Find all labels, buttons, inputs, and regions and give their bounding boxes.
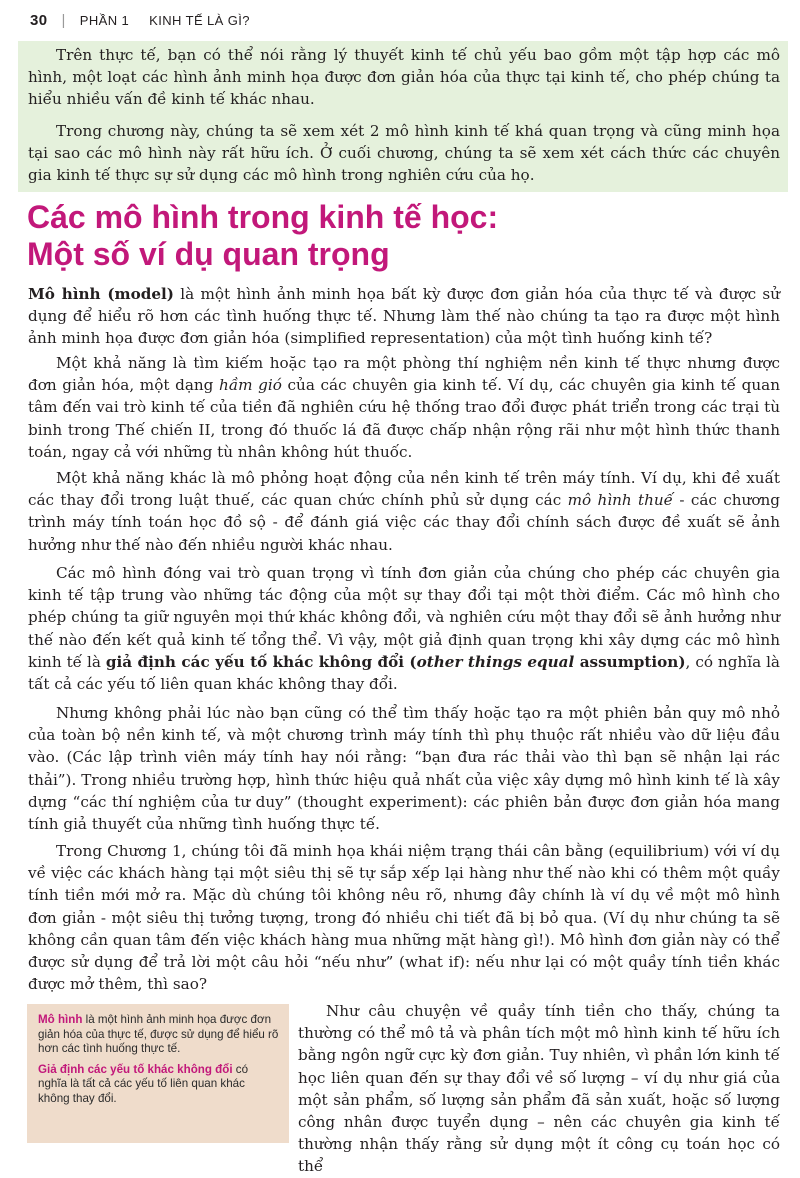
definition-text-model: là một hình ảnh minh họa được đơn giản hóa của thực tế, được sử dụng để hiểu rõ hơn các tình huống thực tế. — [38, 1013, 279, 1056]
header-separator: | — [61, 11, 66, 29]
margin-definitions-box — [27, 1004, 289, 1143]
section-heading-line-1: Các mô hình trong kinh tế học: — [27, 199, 499, 235]
paragraph-4-text-b: , có nghĩa là tất cả các yếu tố liên quan khác không thay đổi. — [28, 652, 780, 694]
definition-term-other-things-equal: Giả định các yếu tố khác không đổi — [38, 1062, 233, 1076]
intro-paragraph-1: Trên thực tế, bạn có thể nói rằng lý thuyết kinh tế chủ yếu bao gồm một tập hợp các mô hình, một loạt các hình ảnh minh họa được đơn giản hóa của thực tại kinh tế, cho phép chúng ta hiểu nhiều vấn đề kinh tế khác nhau. — [28, 46, 780, 109]
paragraph-wind-tunnel — [28, 352, 780, 463]
term-model: Mô hình (model) — [28, 285, 174, 303]
paragraph-computer-simulation — [28, 467, 780, 556]
part-title: KINH TẾ LÀ GÌ? — [149, 12, 250, 28]
paragraph-model-definition — [28, 283, 780, 350]
definition-text-other-things-equal: có nghĩa là tất cả các yếu tố liên quan khác không thay đổi. — [38, 1062, 249, 1105]
term-ote-part-2: assumption) — [574, 652, 686, 671]
italic-tax-models: mô hình thuế — [567, 491, 674, 510]
definition-other-things-equal — [38, 1063, 279, 1107]
term-ote-part-1: giả định các yếu tố khác không đổi ( — [105, 652, 417, 671]
section-heading-line-2: Một số ví dụ quan trọng — [27, 236, 390, 272]
definition-model — [38, 1013, 279, 1057]
paragraph-supermarket-example: Trong Chương 1, chúng tôi đã minh họa khái niệm trạng thái cân bằng (equilibrium) với ví dụ về việc các khách hàng tại một siêu thị sẽ tự sắp xếp lại hàng như thế nào khi có thêm một quầy tính tiền mới mở ra. Mặc dù chúng tôi không nêu rõ, nhưng đây chính là ví dụ về một mô hình đơn giản - một siêu thị tưởng tượng, trong đó nhiều chi tiết đã bị bỏ qua. (Ví dụ như chúng ta sẽ không cần quan tâm đến việc khách hàng mua những mặt hàng gì!). Mô hình đơn giản này có thể được sử dụng để trả lời một câu hỏi “nếu như” (what if): nếu như lại có một quầy tính tiền khác được mở thêm, thì sao? — [28, 842, 780, 994]
paragraph-1-text: là một hình ảnh minh họa bất kỳ được đơn giản hóa của thực tế và được sử dụng để hiểu rõ hơn các tình huống thực tế. Nhưng làm thế nào chúng ta tạo ra được một hình ảnh minh họa được đơn giản hóa (simplified representation) của một tình huống kinh tế? — [28, 285, 780, 348]
paragraph-2-text-b: của các chuyên gia kinh tế. Ví dụ, các chuyên gia kinh tế quan tâm đến vai trò kinh tế của tiền đã nghiên cứu hệ thống trao đổi được phát triển trong các trại tù binh trong Thế chiến II, trong đó thuốc lá đã được chấp nhận rộng rãi như một hình thức thanh toán, ngay cả với những tù nhân không hút thuốc. — [28, 376, 780, 461]
definition-term-model: Mô hình — [38, 1013, 83, 1026]
term-ote-italic: other things equal — [416, 652, 575, 671]
paragraph-4-text-a: Các mô hình đóng vai trò quan trọng vì tính đơn giản của chúng cho phép các chuyên gia kinh tế tập trung vào những tác động của một sự thay đổi tại một thời điểm. Các mô hình cho phép chúng ta giữ nguyên mọi thứ khác không đổi, và nghiên cứu một thay đổi sẽ ảnh hưởng như thế nào đến kết quả kinh tế tổng thể. Vì vậy, một giả định quan trọng khi xây dựng các mô hình kinh tế là — [28, 564, 780, 671]
paragraph-checkout-story: Như câu chuyện về quầy tính tiền cho thấy, chúng ta thường có thể mô tả và phân tích một mô hình kinh tế hữu ích bằng ngôn ngữ cực kỳ đơn giản. Tuy nhiên, vì phần lớn kinh tế học liên quan đến sự thay đổi về số lượng – ví dụ như giá của một sản phẩm, số lượng sản phẩm đã sản xuất, hoặc số lượng công nhân được tuyển dụng – nên các chuyên gia kinh tế thường nhận thấy rằng sử dụng một ít công cụ toán học có thể — [298, 1002, 780, 1176]
term-other-things-equal — [106, 653, 686, 671]
running-header — [30, 9, 250, 31]
paragraph-other-things-equal — [28, 562, 780, 695]
part-label: PHẦN 1 — [79, 12, 130, 28]
italic-wind-tunnel: hầm gió — [219, 376, 282, 395]
intro-paragraph-2: Trong chương này, chúng ta sẽ xem xét 2 mô hình kinh tế khá quan trọng và cũng minh họa tại sao các mô hình này rất hữu ích. Ở cuối chương, chúng ta sẽ xem xét cách thức các chuyên gia kinh tế thực sự sử dụng các mô hình trong nghiên cứu của họ. — [28, 122, 780, 185]
paragraph-3-text-a: Một khả năng khác là mô phỏng hoạt động của nền kinh tế trên máy tính. Ví dụ, khi đề xuất các thay đổi trong luật thuế, các quan chức chính phủ sử dụng các — [28, 469, 780, 510]
page-number: 30 — [30, 11, 48, 29]
section-heading — [27, 199, 787, 273]
paragraph-3-text-b: - các chương trình máy tính toán học đồ sộ - để đánh giá việc các thay đổi chính sách được đề xuất sẽ ảnh hưởng như thế nào đến nhiều người khác nhau. — [28, 491, 780, 554]
paragraph-2-text-a: Một khả năng là tìm kiếm hoặc tạo ra một phòng thí nghiệm nền kinh tế thực nhưng được đơn giản hóa, một dạng — [28, 354, 780, 395]
paragraph-thought-experiment: Nhưng không phải lúc nào bạn cũng có thể tìm thấy hoặc tạo ra một phiên bản quy mô nhỏ của toàn bộ nền kinh tế, và một chương trình máy tính thì phụ thuộc rất nhiều vào dữ liệu đầu vào. (Các lập trình viên máy tính hay nói rằng: “bạn đưa rác thải vào thì bạn sẽ nhận lại rác thải”). Trong nhiều trường hợp, hình thức hiệu quả nhất của việc xây dựng mô hình kinh tế là xây dựng “các thí nghiệm của tư duy” (thought experiment): các phiên bản được đơn giản hóa mang tính giả thuyết của những tình huống thực tế. — [28, 704, 780, 834]
